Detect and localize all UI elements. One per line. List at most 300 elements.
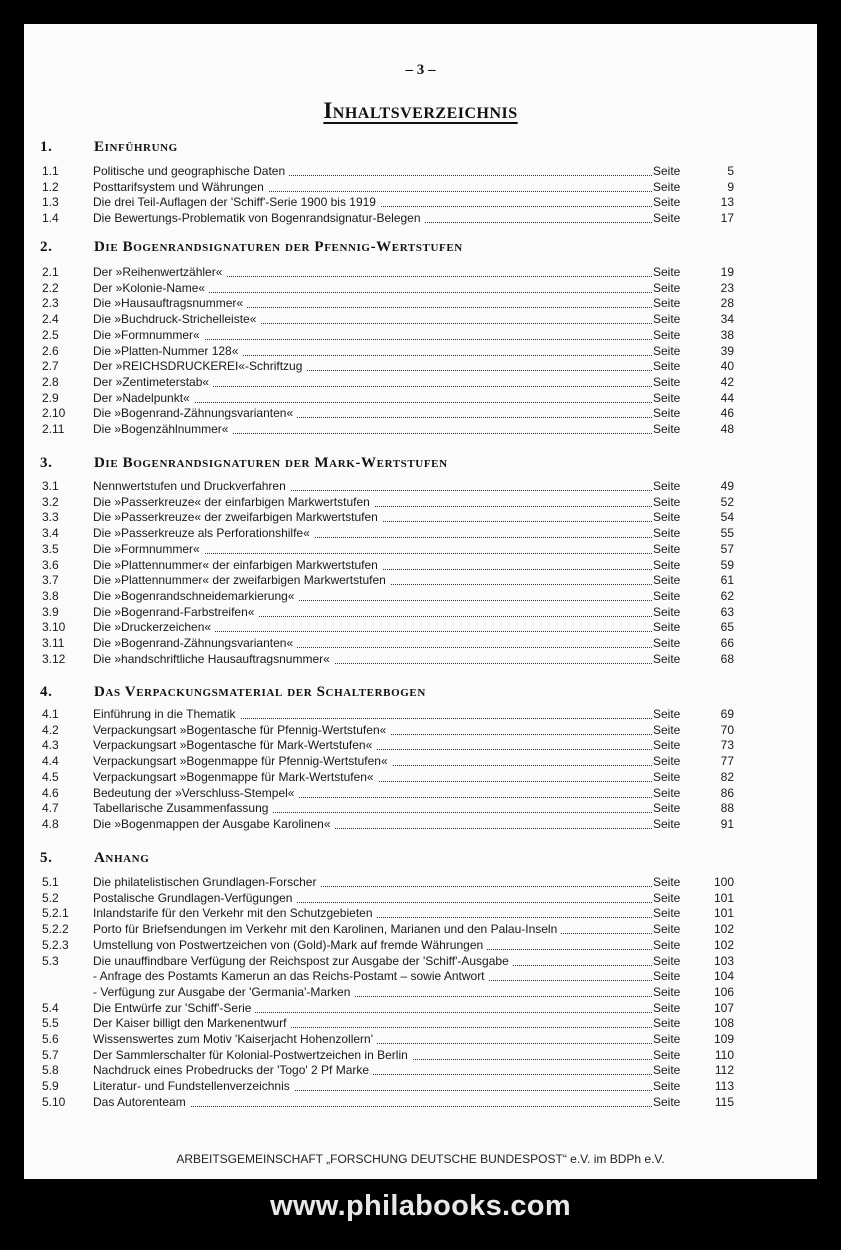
toc-entry[interactable]: [42, 707, 734, 722]
entry-page: 17: [720, 211, 734, 226]
entry-title: Die »Bogenrand-Zähnungsvarianten«: [93, 636, 297, 650]
entry-page: 103: [713, 953, 734, 968]
entry-title-leader: [93, 620, 652, 635]
entry-number: 1.4: [42, 211, 59, 226]
seite-label: Seite: [653, 211, 681, 226]
toc-entry[interactable]: [42, 1048, 734, 1063]
entry-title-leader: [93, 589, 652, 604]
watermark-url[interactable]: www.philabooks.com: [270, 1190, 571, 1222]
entry-number: 3.6: [42, 557, 59, 572]
entry-title: Verpackungsart »Bogentasche für Pfennig-Wertstufen«: [93, 723, 390, 737]
seite-label: Seite: [653, 312, 681, 327]
seite-label: Seite: [653, 573, 681, 588]
entry-page: 102: [713, 922, 734, 937]
seite-label: Seite: [653, 1047, 681, 1062]
entry-title: Die »Passerkreuze als Perforationshilfe«: [93, 526, 314, 540]
toc-entry[interactable]: [42, 636, 734, 651]
section-title: Das Verpackungsmaterial der Schalterbogen: [94, 684, 426, 700]
entry-page: 54: [720, 510, 734, 525]
entry-title-leader: [93, 422, 652, 437]
section-number: 3.: [40, 455, 53, 471]
entry-page: 40: [720, 359, 734, 374]
toc-entry[interactable]: [42, 406, 734, 421]
toc-entry[interactable]: [42, 296, 734, 311]
entry-title: Tabellarische Zusammenfassung: [93, 801, 272, 815]
entry-page: 19: [720, 265, 734, 279]
entry-title-leader: [93, 1095, 652, 1110]
entry-title-leader: [93, 891, 652, 906]
toc-entry[interactable]: [42, 211, 734, 226]
entry-page: 5: [727, 164, 734, 178]
entry-number: 3.7: [42, 573, 59, 588]
toc-entry[interactable]: [42, 422, 734, 437]
toc-entry[interactable]: [42, 479, 734, 494]
entry-page: 52: [720, 494, 734, 509]
entry-page: 101: [713, 906, 734, 921]
toc-entry[interactable]: [42, 344, 734, 359]
toc-entry[interactable]: [42, 605, 734, 620]
entry-title-leader: [93, 786, 652, 801]
entry-title: - Verfügung zur Ausgabe der 'Germania'-Marken: [93, 985, 354, 999]
entry-title-leader: [93, 281, 652, 296]
seite-label: Seite: [653, 195, 681, 210]
entry-page: 106: [713, 984, 734, 999]
entry-title-leader: [93, 754, 652, 769]
toc-entry[interactable]: [42, 164, 734, 179]
toc-entry[interactable]: [42, 906, 734, 921]
entry-title-leader: [93, 906, 652, 921]
entry-number: 5.4: [42, 1000, 59, 1015]
entry-number: 5.2.1: [42, 906, 69, 921]
entry-title: Die »Plattennummer« der zweifarbigen Markwertstufen: [93, 573, 390, 587]
entry-title-leader: [93, 328, 652, 343]
entry-title-leader: [93, 1032, 652, 1047]
entry-title: Der »Zentimeterstab«: [93, 375, 213, 389]
section-title: Anhang: [94, 850, 150, 866]
entry-title-leader: [93, 801, 652, 816]
seite-label: Seite: [653, 769, 681, 784]
toc-entry[interactable]: [42, 786, 734, 801]
entry-page: 48: [720, 422, 734, 436]
entry-number: 3.3: [42, 510, 59, 525]
entry-title-leader: [93, 1063, 652, 1078]
seite-label: Seite: [653, 557, 681, 572]
entry-number: 5.2.2: [42, 922, 69, 937]
entry-title-leader: [93, 1048, 652, 1063]
seite-label: Seite: [653, 620, 681, 635]
entry-number: 5.8: [42, 1063, 59, 1078]
entry-page: 101: [713, 890, 734, 905]
entry-page: 13: [720, 195, 734, 210]
entry-title: Umstellung von Postwertzeichen von (Gold)-Mark auf fremde Währungen: [93, 938, 487, 952]
entry-page: 108: [713, 1016, 734, 1031]
seite-label: Seite: [653, 984, 681, 999]
entry-title-leader: [93, 195, 652, 210]
entry-number: 5.1: [42, 875, 59, 889]
seite-label: Seite: [653, 1000, 681, 1015]
entry-title-leader: [93, 164, 652, 179]
entry-number: 3.4: [42, 526, 59, 541]
entry-title: Literatur- und Fundstellenverzeichnis: [93, 1079, 294, 1093]
entry-title: Der Sammlerschalter für Kolonial-Postwertzeichen in Berlin: [93, 1048, 412, 1062]
entry-title-leader: [93, 296, 652, 311]
entry-title-leader: [93, 954, 652, 969]
seite-label: Seite: [653, 1016, 681, 1031]
entry-number: 5.6: [42, 1032, 59, 1046]
seite-label: Seite: [653, 1032, 681, 1046]
entry-title: Der Kaiser billigt den Markenentwurf: [93, 1016, 290, 1030]
entry-page: 88: [720, 801, 734, 816]
entry-title: Die »Passerkreuze« der zweifarbigen Markwertstufen: [93, 510, 382, 524]
seite-label: Seite: [653, 801, 681, 816]
entry-title-leader: [93, 738, 652, 753]
entry-number: 1.1: [42, 164, 59, 178]
entry-title-leader: [93, 723, 652, 738]
entry-page: 109: [713, 1032, 734, 1046]
entry-number: 3.11: [42, 636, 65, 650]
seite-label: Seite: [653, 588, 681, 603]
toc-entry[interactable]: [42, 558, 734, 573]
entry-page: 69: [720, 707, 734, 721]
seite-label: Seite: [653, 722, 681, 737]
seite-label: Seite: [653, 922, 681, 937]
toc-entry[interactable]: [42, 542, 734, 557]
entry-title-leader: [93, 969, 652, 984]
entry-title-leader: [93, 312, 652, 327]
section-number: 2.: [40, 239, 53, 255]
section-title: Die Bogenrandsignaturen der Pfennig-Wertstufen: [94, 239, 463, 255]
seite-label: Seite: [653, 969, 681, 984]
section-number: 5.: [40, 850, 53, 866]
toc-entry[interactable]: [42, 985, 734, 1000]
toc-entry[interactable]: [42, 1016, 734, 1031]
toc-entry[interactable]: [42, 265, 734, 280]
toc-entry[interactable]: [42, 922, 734, 937]
entry-number: 4.5: [42, 769, 59, 784]
entry-title: Nennwertstufen und Druckverfahren: [93, 479, 290, 493]
toc-entry[interactable]: [42, 328, 734, 343]
entry-title: Posttarifsystem und Währungen: [93, 180, 268, 194]
toc-entry[interactable]: [42, 875, 734, 890]
seite-label: Seite: [653, 265, 681, 279]
entry-page: 68: [720, 651, 734, 666]
entry-page: 38: [720, 327, 734, 342]
entry-number: 3.8: [42, 588, 59, 603]
entry-page: 46: [720, 406, 734, 421]
entry-title-leader: [93, 922, 652, 937]
entry-title: Die Bewertungs-Problematik von Bogenrandsignatur-Belegen: [93, 211, 425, 225]
entry-page: 28: [720, 296, 734, 311]
seite-label: Seite: [653, 479, 681, 493]
entry-title-leader: [93, 510, 652, 525]
toc-entry[interactable]: [42, 312, 734, 327]
entry-number: 2.7: [42, 359, 59, 374]
seite-label: Seite: [653, 1063, 681, 1078]
entry-title-leader: [93, 375, 652, 390]
entry-title-leader: [93, 406, 652, 421]
entry-title: Verpackungsart »Bogenmappe für Pfennig-Wertstufen«: [93, 754, 392, 768]
toc-entry[interactable]: [42, 180, 734, 195]
entry-page: 9: [727, 179, 734, 194]
entry-number: 3.10: [42, 620, 66, 635]
entry-number: 2.1: [42, 265, 59, 279]
entry-number: 1.2: [42, 179, 59, 194]
toc-entry[interactable]: [42, 723, 734, 738]
toc-entry[interactable]: [42, 891, 734, 906]
entry-title: Die »Bogenrand-Zähnungsvarianten«: [93, 406, 297, 420]
entry-page: 63: [720, 604, 734, 619]
entry-title-leader: [93, 1079, 652, 1094]
seite-label: Seite: [653, 179, 681, 194]
section-heading: [40, 455, 448, 472]
entry-number: 3.9: [42, 604, 59, 619]
entry-title: Die »Druckerzeichen«: [93, 620, 215, 634]
entry-title: Inlandstarife für den Verkehr mit den Schutzgebieten: [93, 906, 377, 920]
entry-title: Wissenswertes zum Motiv 'Kaiserjacht Hohenzollern': [93, 1032, 377, 1046]
seite-label: Seite: [653, 785, 681, 800]
entry-page: 42: [720, 374, 734, 389]
entry-page: 104: [713, 969, 734, 984]
entry-page: 112: [714, 1063, 734, 1078]
seite-label: Seite: [653, 510, 681, 525]
toc-entry[interactable]: [42, 938, 734, 953]
seite-label: Seite: [653, 422, 681, 436]
entry-page: 100: [713, 875, 734, 889]
entry-title: - Anfrage des Postamts Kamerun an das Reichs-Postamt – sowie Antwort: [93, 969, 489, 983]
entry-number: 4.8: [42, 816, 59, 831]
entry-title: Die »Plattennummer« der einfarbigen Markwertstufen: [93, 558, 382, 572]
entry-title-leader: [93, 707, 652, 722]
entry-title-leader: [93, 817, 652, 832]
entry-title: Die »Formnummer«: [93, 328, 204, 342]
entry-title: Die »handschriftliche Hausauftragsnummer«: [93, 652, 334, 666]
toc-entry[interactable]: [42, 359, 734, 374]
seite-label: Seite: [653, 374, 681, 389]
entry-title: Porto für Briefsendungen im Verkehr mit den Karolinen, Marianen und den Palau-Inseln: [93, 922, 561, 936]
entry-number: 5.7: [42, 1047, 59, 1062]
entry-title: Die »Bogenrand-Farbstreifen«: [93, 605, 258, 619]
seite-label: Seite: [653, 906, 681, 921]
entry-number: 5.9: [42, 1079, 59, 1094]
seite-label: Seite: [653, 604, 681, 619]
entry-page: 107: [713, 1000, 734, 1015]
entry-number: 2.8: [42, 374, 59, 389]
section-heading: [40, 850, 149, 867]
seite-label: Seite: [653, 738, 681, 753]
entry-number: 4.4: [42, 754, 59, 769]
entry-title: Verpackungsart »Bogenmappe für Mark-Wertstufen«: [93, 770, 378, 784]
seite-label: Seite: [653, 494, 681, 509]
entry-title-leader: [93, 573, 652, 588]
entry-page: 110: [714, 1047, 734, 1062]
entry-title-leader: [93, 938, 652, 953]
entry-title: Die »Passerkreuze« der einfarbigen Markwertstufen: [93, 495, 374, 509]
entry-title-leader: [93, 875, 652, 890]
toc-entry[interactable]: [42, 770, 734, 785]
entry-page: 66: [720, 636, 734, 650]
entry-title: Der »REICHSDRUCKEREI«-Schriftzug: [93, 359, 306, 373]
entry-number: 3.5: [42, 541, 59, 556]
entry-title: Der »Kolonie-Name«: [93, 281, 209, 295]
entry-page: 44: [720, 390, 734, 405]
seite-label: Seite: [653, 390, 681, 405]
footer-publisher: ARBEITSGEMEINSCHAFT „FORSCHUNG DEUTSCHE BUNDESPOST“ e.V. im BDPh e.V.: [176, 1152, 665, 1166]
entry-title: Die »Buchdruck-Strichelleiste«: [93, 312, 260, 326]
entry-page: 34: [720, 312, 734, 327]
toc-entry[interactable]: [42, 969, 734, 984]
seite-label: Seite: [653, 875, 681, 889]
section-heading: [40, 239, 463, 256]
toc-entry[interactable]: [42, 1032, 734, 1047]
entry-page: 82: [720, 769, 734, 784]
toc-entry[interactable]: [42, 526, 734, 541]
seite-label: Seite: [653, 651, 681, 666]
entry-title: Der »Nadelpunkt«: [93, 391, 194, 405]
entry-title: Die »Platten-Nummer 128«: [93, 344, 242, 358]
entry-title: Die Entwürfe zur 'Schiff'-Serie: [93, 1001, 255, 1015]
toc-entry[interactable]: [42, 391, 734, 406]
entry-page: 59: [720, 557, 734, 572]
entry-page: 61: [720, 573, 734, 588]
entry-page: 86: [720, 785, 734, 800]
seite-label: Seite: [653, 280, 681, 295]
toc-entry[interactable]: [42, 801, 734, 816]
section-heading: [40, 684, 426, 701]
toc-entry[interactable]: [42, 817, 734, 832]
toc-entry[interactable]: [42, 195, 734, 210]
entry-number: 4.6: [42, 785, 59, 800]
seite-label: Seite: [653, 327, 681, 342]
toc-entry[interactable]: [42, 738, 734, 753]
entry-page: 49: [720, 479, 734, 493]
entry-page: 77: [720, 754, 734, 769]
entry-number: 2.11: [42, 422, 65, 436]
entry-title: Die »Hausauftragsnummer«: [93, 296, 247, 310]
entry-page: 55: [720, 526, 734, 541]
entry-title-leader: [93, 542, 652, 557]
toc-entry[interactable]: [42, 495, 734, 510]
entry-title-leader: [93, 359, 652, 374]
entry-number: 1.3: [42, 195, 59, 210]
seite-label: Seite: [653, 1094, 681, 1109]
seite-label: Seite: [653, 406, 681, 421]
entry-page: 65: [720, 620, 734, 635]
entry-page: 57: [720, 541, 734, 556]
entry-number: 3.2: [42, 494, 59, 509]
toc-entry[interactable]: [42, 1095, 734, 1110]
toc-entry[interactable]: [42, 589, 734, 604]
toc-entry[interactable]: [42, 1079, 734, 1094]
seite-label: Seite: [653, 707, 681, 721]
entry-number: 5.2.3: [42, 937, 69, 952]
toc-entry[interactable]: [42, 281, 734, 296]
toc-entry[interactable]: [42, 1001, 734, 1016]
entry-page: 23: [720, 280, 734, 295]
entry-title-leader: [93, 636, 652, 651]
entry-title: Die drei Teil-Auflagen der 'Schiff'-Serie 1900 bis 1919: [93, 195, 380, 209]
entry-number: 3.1: [42, 479, 59, 493]
document-page: [24, 24, 817, 1179]
entry-title: Verpackungsart »Bogentasche für Mark-Wertstufen«: [93, 738, 376, 752]
entry-number: 2.6: [42, 343, 59, 358]
seite-label: Seite: [653, 164, 681, 178]
entry-number: 2.4: [42, 312, 59, 327]
entry-number: 2.10: [42, 406, 66, 421]
toc-entry[interactable]: [42, 573, 734, 588]
seite-label: Seite: [653, 636, 681, 650]
toc-entry[interactable]: [42, 620, 734, 635]
entry-number: 4.7: [42, 801, 59, 816]
entry-page: 102: [713, 937, 734, 952]
entry-title-leader: [93, 770, 652, 785]
entry-title-leader: [93, 985, 652, 1000]
section-number: 4.: [40, 684, 53, 700]
seite-label: Seite: [653, 816, 681, 831]
entry-title: Die unauffindbare Verfügung der Reichspost zur Ausgabe der 'Schiff'-Ausgabe: [93, 954, 513, 968]
seite-label: Seite: [653, 526, 681, 541]
entry-page: 62: [720, 588, 734, 603]
entry-number: 2.2: [42, 280, 59, 295]
entry-title: Postalische Grundlagen-Verfügungen: [93, 891, 296, 905]
entry-title-leader: [93, 558, 652, 573]
entry-page: 70: [720, 722, 734, 737]
section-heading: [40, 139, 178, 156]
entry-number: 4.3: [42, 738, 59, 753]
toc-entry[interactable]: [42, 652, 734, 667]
entry-number: 2.3: [42, 296, 59, 311]
seite-label: Seite: [653, 296, 681, 311]
entry-title-leader: [93, 265, 652, 280]
seite-label: Seite: [653, 890, 681, 905]
entry-title: Nachdruck eines Probedrucks der 'Togo' 2 Pf Marke: [93, 1063, 373, 1077]
toc-entry[interactable]: [42, 954, 734, 969]
seite-label: Seite: [653, 953, 681, 968]
entry-title: Einführung in die Thematik: [93, 707, 240, 721]
entry-title: Die »Bogenzählnummer«: [93, 422, 232, 436]
entry-number: 4.1: [42, 707, 59, 721]
seite-label: Seite: [653, 541, 681, 556]
toc-entry[interactable]: [42, 754, 734, 769]
entry-title-leader: [93, 180, 652, 195]
entry-title-leader: [93, 652, 652, 667]
seite-label: Seite: [653, 359, 681, 374]
entry-title-leader: [93, 1001, 652, 1016]
seite-label: Seite: [653, 754, 681, 769]
entry-title: Die philatelistischen Grundlagen-Forscher: [93, 875, 320, 889]
section-number: 1.: [40, 139, 53, 155]
entry-number: 5.10: [42, 1094, 66, 1109]
entry-title-leader: [93, 605, 652, 620]
entry-number: 5.5: [42, 1016, 59, 1031]
entry-title: Politische und geographische Daten: [93, 164, 289, 178]
entry-title: Die »Bogenmappen der Ausgabe Karolinen«: [93, 817, 335, 831]
entry-number: 2.9: [42, 390, 59, 405]
toc-entry[interactable]: [42, 1063, 734, 1078]
entry-title-leader: [93, 1016, 652, 1031]
toc-entry[interactable]: [42, 375, 734, 390]
entry-title-leader: [93, 495, 652, 510]
seite-label: Seite: [653, 1079, 681, 1094]
entry-number: 3.12: [42, 651, 66, 666]
entry-title: Bedeutung der »Verschluss-Stempel«: [93, 786, 298, 800]
entry-title-leader: [93, 526, 652, 541]
entry-page: 113: [714, 1079, 734, 1094]
entry-title-leader: [93, 211, 652, 226]
toc-entry[interactable]: [42, 510, 734, 525]
entry-title-leader: [93, 479, 652, 494]
entry-title: Die »Formnummer«: [93, 542, 204, 556]
entry-number: 5.2: [42, 890, 59, 905]
